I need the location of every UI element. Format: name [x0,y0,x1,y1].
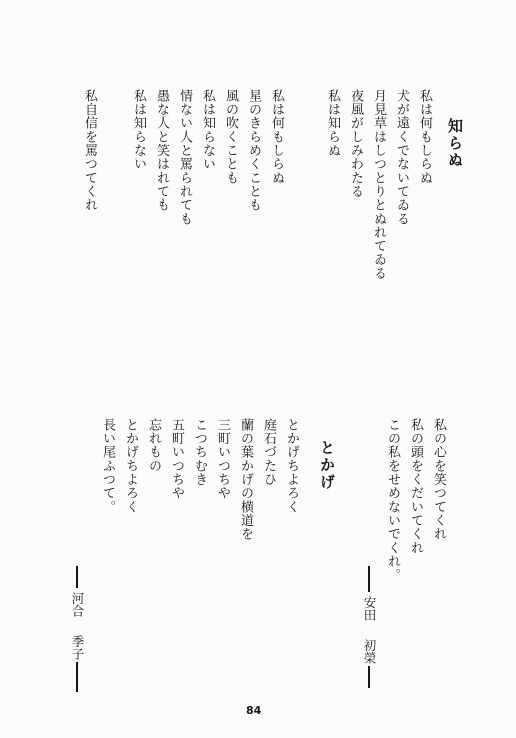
attribution-dash [368,666,370,688]
poem1-line-8: 風の吹くことも [223,89,238,185]
poem1-line-4: 夜風がしみわたる [348,89,363,199]
page-number: 84 [246,704,262,717]
poem1-line-6: 私は何もしらぬ [269,89,284,185]
poem1-line-3: 月見草はしつとりとぬれてゐる [371,89,386,281]
poem2-attribution [68,566,86,692]
poem2-line-1: とかげちよろく [284,418,299,514]
poem1-line-5: 私は知らぬ [325,89,340,158]
attribution-dash [76,566,78,588]
poem1-line-11: 愚な人と笑はれても [154,89,169,212]
poem2-author-given: 季子 [70,635,85,660]
poem1-line-1: 私は何もしらぬ [417,89,432,185]
poem2-line-2: 庭石づたひ [261,418,276,487]
poem2-line-7: 忘れもの [146,418,161,473]
poem2-line-8: とかげちよろく [123,418,138,514]
attribution-dash [76,662,78,692]
poem2-line-9: 長い尾ふつて。 [100,418,115,514]
poem2-title: とかげ [318,440,336,491]
poem2-line-4: 三町いつちや [215,418,230,500]
poem1-line-16: この私をせめないでくれ。 [385,418,400,582]
poem1-line-2: 犬が遠くでないてゐる [394,89,409,226]
poem2-author-family: 河合 [70,592,85,617]
poem2-line-3: 蘭の葉かげの横道を [238,418,253,541]
poem1-attribution [360,566,378,688]
poem2-line-5: こつちむき [192,418,207,487]
attribution-dash [368,566,370,592]
poem1-line-13: 私自信を罵つてくれ [82,89,97,212]
poem1-line-14: 私の心を笑つてくれ [431,418,446,541]
poem1-line-9: 私は知らない [200,89,215,171]
poem1-title: 知らぬ [446,118,464,169]
poem2-line-6: 五町いつちや [169,418,184,500]
poem1-line-12: 私は知らない [131,89,146,171]
poem1-author-family: 安田 [362,596,377,621]
poem1-line-15: 私の頭をくだいてくれ [408,418,423,555]
poem1-author-given: 初榮 [362,639,377,664]
poem1-line-7: 星のきらめくことも [246,89,261,212]
poem1-line-10: 情ない人と罵られても [177,89,192,226]
